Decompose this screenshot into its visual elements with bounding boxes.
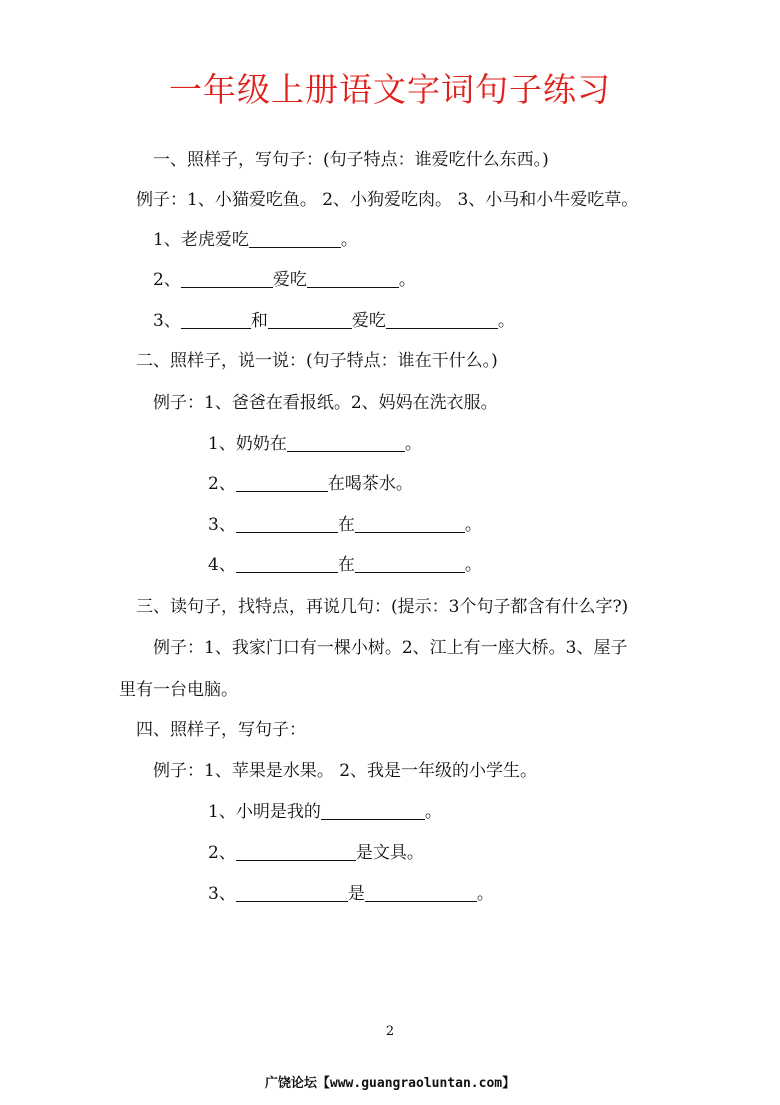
question-punct: 。 [404, 434, 422, 454]
section-2-question-4 [208, 553, 482, 577]
answer-blank[interactable] [236, 554, 338, 573]
section-3-heading: 三、读句子，找特点，再说几句：(提示：3个句子都含有什么字?) [136, 597, 629, 617]
answer-blank[interactable] [355, 514, 465, 533]
question-text: 3、 [208, 884, 236, 904]
section-1-question-1 [153, 228, 358, 252]
question-text: 在 [337, 555, 355, 575]
question-text: 是文具。 [355, 843, 424, 863]
answer-blank[interactable] [236, 883, 348, 902]
question-text: 爱吃 [272, 270, 307, 290]
question-text: 在 [337, 515, 355, 535]
question-text: 1、小明是我的 [208, 802, 321, 822]
answer-blank[interactable] [236, 473, 328, 492]
section-1-example: 例子：1、小猫爱吃鱼。 2、小狗爱吃肉。 3、小马和小牛爱吃草。 [136, 190, 639, 210]
question-text: 和 [250, 311, 268, 331]
answer-blank[interactable] [268, 310, 352, 329]
answer-blank[interactable] [287, 433, 405, 452]
answer-blank[interactable] [386, 310, 498, 329]
section-4-example: 例子：1、苹果是水果。 2、我是一年级的小学生。 [153, 761, 538, 781]
section-2-heading: 二、照样子，说一说：(句子特点：谁在干什么。) [136, 351, 498, 371]
section-1-heading: 一、照样子，写句子：(句子特点：谁爱吃什么东西。) [153, 150, 549, 170]
question-text: 4、 [208, 555, 236, 575]
section-4-question-3 [208, 882, 494, 906]
section-1-question-2 [153, 268, 416, 292]
answer-blank[interactable] [355, 554, 465, 573]
question-text: 2、 [153, 270, 181, 290]
question-text: 1、奶奶在 [208, 434, 287, 454]
answer-blank[interactable] [365, 883, 477, 902]
question-punct: 。 [476, 884, 494, 904]
question-punct: 。 [464, 515, 482, 535]
question-text: 1、老虎爱吃 [153, 230, 249, 250]
question-text: 3、 [208, 515, 236, 535]
answer-blank[interactable] [181, 269, 273, 288]
page-title: 一年级上册语文字词句子练习 [169, 70, 611, 109]
answer-blank[interactable] [321, 801, 425, 820]
section-4-heading: 四、照样子，写句子： [136, 720, 306, 740]
question-punct: 。 [398, 270, 416, 290]
question-text: 是 [347, 884, 365, 904]
section-3-example-line-2: 里有一台电脑。 [119, 680, 238, 700]
section-1-question-3 [153, 309, 515, 333]
section-4-question-2 [208, 841, 424, 865]
section-3-example-line-1: 例子：1、我家门口有一棵小树。2、江上有一座大桥。3、屋子 [153, 638, 628, 658]
answer-blank[interactable] [249, 229, 341, 248]
answer-blank[interactable] [181, 310, 251, 329]
section-2-question-3 [208, 513, 482, 537]
question-text: 2、 [208, 474, 236, 494]
question-punct: 。 [340, 230, 358, 250]
question-punct: 。 [497, 311, 515, 331]
answer-blank[interactable] [236, 514, 338, 533]
answer-blank[interactable] [236, 842, 356, 861]
question-text: 在喝茶水。 [327, 474, 413, 494]
footer-link[interactable]: 广饶论坛【www.guangraoluntan.com】 [264, 1076, 516, 1091]
page-number: 2 [385, 1024, 395, 1039]
section-2-example: 例子：1、爸爸在看报纸。2、妈妈在洗衣服。 [153, 393, 498, 413]
question-text: 爱吃 [351, 311, 386, 331]
answer-blank[interactable] [307, 269, 399, 288]
question-punct: 。 [464, 555, 482, 575]
section-2-question-1 [208, 432, 422, 456]
question-punct: 。 [424, 802, 442, 822]
section-2-question-2 [208, 472, 413, 496]
question-text: 3、 [153, 311, 181, 331]
question-text: 2、 [208, 843, 236, 863]
section-4-question-1 [208, 800, 442, 824]
